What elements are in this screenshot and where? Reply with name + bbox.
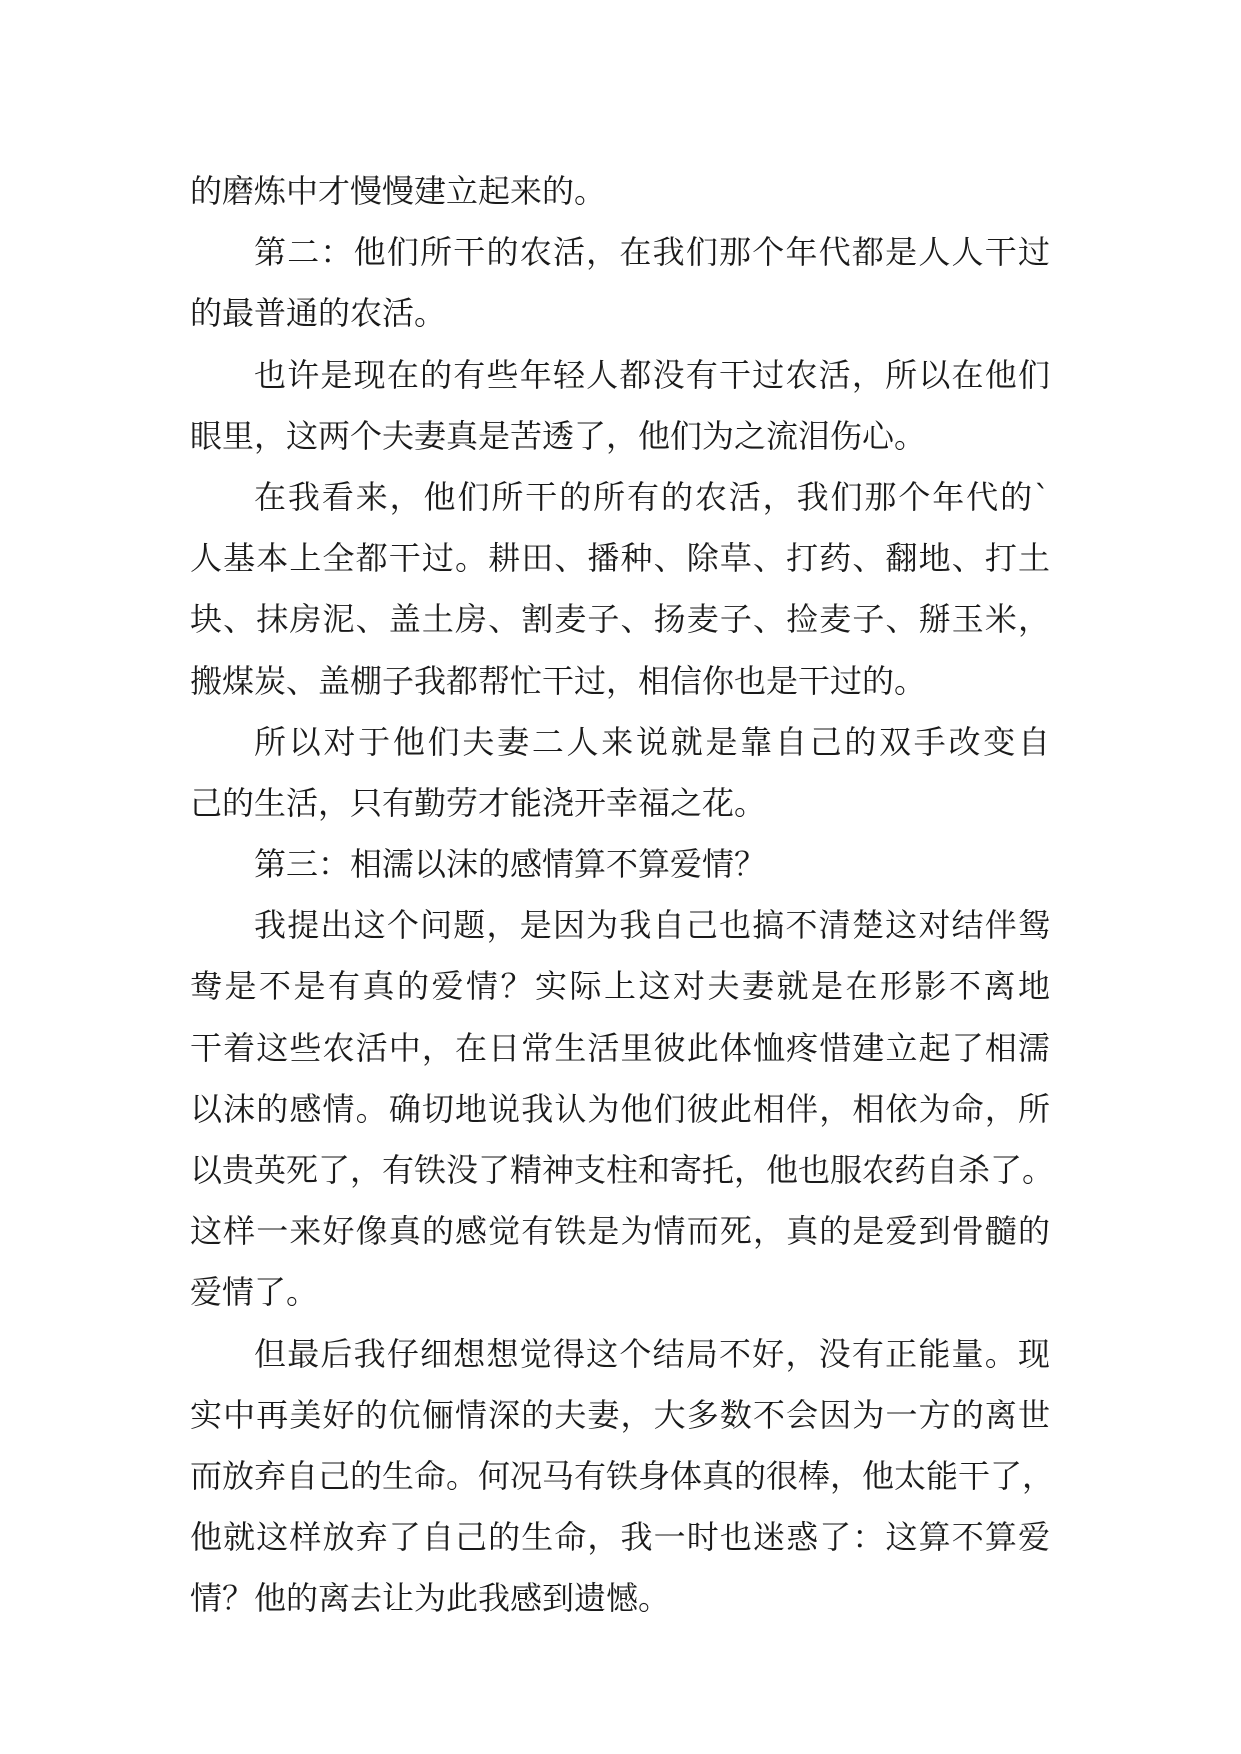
text-line: 的最普通的农活。 bbox=[190, 294, 447, 333]
text-line: 第二：他们所干的农活，在我们那个年代都是人人干过 bbox=[254, 233, 1050, 272]
text-line: 这样一来好像真的感觉有铁是为情而死，真的是爱到骨髓的 bbox=[190, 1212, 1050, 1251]
body-text bbox=[190, 161, 1055, 1630]
text-line: 而放弃自己的生命。何况马有铁身体真的很棒，他太能干了， bbox=[190, 1456, 1055, 1495]
text-line: 的磨炼中才慢慢建立起来的。 bbox=[190, 172, 607, 210]
text-line: 眼里，这两个夫妻真是苦透了，他们为之流泪伤心。 bbox=[190, 416, 927, 455]
text-line: 块、抹房泥、盖土房、割麦子、扬麦子、捡麦子、掰玉米， bbox=[190, 600, 1050, 639]
text-line: 以贵英死了，有铁没了精神支柱和寄托，他也服农药自杀了。 bbox=[190, 1151, 1055, 1189]
text-line: 己的生活，只有勤劳才能浇开幸福之花。 bbox=[190, 783, 767, 822]
text-line: 干着这些农活中，在日常生活里彼此体恤疼惜建立起了相濡 bbox=[190, 1028, 1050, 1067]
text-line: 第三：相濡以沫的感情算不算爱情？ bbox=[254, 845, 767, 884]
text-line: 鸯是不是有真的爱情？实际上这对夫妻就是在形影不离地 bbox=[190, 967, 1050, 1006]
text-line: 但最后我仔细想想觉得这个结局不好，没有正能量。现 bbox=[254, 1334, 1050, 1373]
text-line: 爱情了。 bbox=[190, 1273, 319, 1312]
text-line: 情？他的离去让为此我感到遗憾。 bbox=[190, 1579, 671, 1618]
text-line: 实中再美好的伉俪情深的夫妻，大多数不会因为一方的离世 bbox=[190, 1395, 1050, 1434]
text-line: 在我看来，他们所干的所有的农活，我们那个年代的` bbox=[254, 477, 1050, 516]
text-line: 人基本上全都干过。耕田、播种、除草、打药、翻地、打土 bbox=[190, 539, 1050, 578]
text-line: 所以对于他们夫妻二人来说就是靠自己的双手改变自 bbox=[254, 722, 1050, 761]
text-line: 我提出这个问题，是因为我自己也搞不清楚这对结伴鸳 bbox=[254, 906, 1050, 945]
text-line: 以沫的感情。确切地说我认为他们彼此相伴，相依为命，所 bbox=[190, 1089, 1050, 1128]
text-line: 也许是现在的有些年轻人都没有干过农活，所以在他们 bbox=[254, 355, 1050, 394]
text-line: 他就这样放弃了自己的生命，我一时也迷惑了：这算不算爱 bbox=[190, 1518, 1050, 1557]
text-line: 搬煤炭、盖棚子我都帮忙干过，相信你也是干过的。 bbox=[190, 661, 927, 700]
